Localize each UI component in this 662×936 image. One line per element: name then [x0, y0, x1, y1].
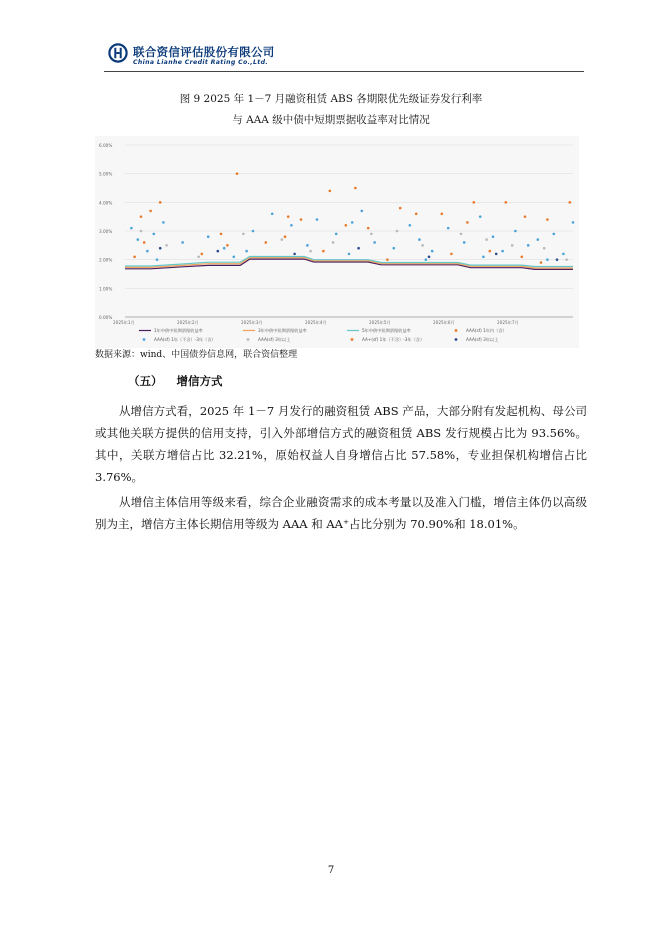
- data-point: [489, 250, 492, 253]
- data-point: [335, 233, 338, 236]
- legend-label: AAA(sf) 3年以上: [466, 337, 499, 342]
- data-point: [511, 244, 514, 247]
- data-point: [421, 244, 424, 247]
- data-point: [242, 233, 245, 236]
- legend-label: AAA(sf) 3年以上: [258, 337, 291, 342]
- data-point: [133, 256, 136, 259]
- legend-swatch-dot: [351, 338, 354, 341]
- data-point: [373, 241, 376, 244]
- data-point: [300, 218, 303, 221]
- data-point: [572, 221, 575, 224]
- data-point: [562, 253, 565, 256]
- data-point: [492, 235, 495, 238]
- data-point: [245, 250, 248, 253]
- data-point: [396, 230, 399, 233]
- data-point: [540, 261, 543, 264]
- data-point: [361, 210, 364, 213]
- data-point: [565, 258, 568, 261]
- y-tick-label: 4.00%: [99, 200, 113, 206]
- data-point: [156, 258, 159, 261]
- data-point: [393, 247, 396, 250]
- paragraph-guarantor-rating: 从增信主体信用等级来看，综合企业融资需求的成本考量以及准入门槛，增信主体仍以高级别为主，增信方主体长期信用等级为 AAA 和 AA⁺占比分别为 70.90%和 18.01%。: [95, 495, 587, 531]
- data-point: [415, 213, 418, 216]
- section-number: （五）: [128, 374, 163, 388]
- data-point: [181, 241, 184, 244]
- data-point: [146, 250, 149, 253]
- data-point: [226, 244, 229, 247]
- data-point: [322, 250, 325, 253]
- data-point: [162, 221, 165, 224]
- figure-caption-line2: 与 AAA 级中债中短期票据收益率对比情况: [232, 114, 430, 126]
- data-point: [482, 256, 485, 259]
- company-name-en: China Lianhe Credit Rating Co.,Ltd.: [133, 59, 269, 66]
- data-point: [316, 218, 319, 221]
- data-point: [354, 187, 357, 190]
- data-point: [348, 253, 351, 256]
- data-point: [140, 215, 143, 218]
- legend-swatch-dot: [247, 338, 250, 341]
- y-tick-label: 2.00%: [99, 257, 113, 263]
- data-point: [265, 241, 268, 244]
- y-tick-label: 0.00%: [99, 315, 113, 320]
- data-point: [546, 218, 549, 221]
- legend-swatch-dot: [143, 338, 146, 341]
- data-point: [479, 215, 482, 218]
- legend-label: 3年中债中短期票据收益率: [258, 328, 307, 333]
- data-point: [473, 201, 476, 204]
- legend-label: AAA(sf) 1年内（含）: [466, 328, 507, 333]
- chart-background: [95, 136, 579, 348]
- data-point: [287, 215, 290, 218]
- data-point: [351, 221, 354, 224]
- data-point: [367, 227, 370, 230]
- legend-label: AA+(sf) 1年（不含）-3年（含）: [362, 337, 425, 342]
- data-point: [463, 241, 466, 244]
- data-point: [329, 190, 332, 193]
- data-point: [281, 238, 284, 241]
- data-point: [149, 210, 152, 213]
- data-point: [345, 224, 348, 227]
- data-point: [290, 224, 293, 227]
- legend-label: 1年中债中短期票据收益率: [154, 328, 203, 333]
- data-point: [130, 227, 133, 230]
- x-tick-label: 2025年1月: [113, 320, 135, 325]
- data-point: [220, 233, 223, 236]
- data-point: [143, 241, 146, 244]
- x-tick-label: 2025年5月: [369, 320, 391, 325]
- data-point: [543, 247, 546, 250]
- data-point: [165, 244, 168, 247]
- rate-comparison-chart: [95, 136, 579, 348]
- data-point: [514, 230, 517, 233]
- x-tick-label: 2025年2月: [177, 320, 199, 325]
- x-tick-label: 2025年4月: [305, 320, 327, 325]
- data-point: [159, 247, 162, 250]
- data-point: [428, 256, 431, 259]
- data-point: [553, 233, 556, 236]
- data-point: [441, 213, 444, 216]
- x-tick-label: 2025年6月: [433, 320, 455, 325]
- data-point: [450, 253, 453, 256]
- paragraph-credit-enhancement: 从增信方式看，2025 年 1－7 月发行的融资租赁 ABS 产品，大部分附有发起机构、母公司或其他关联方提供的信用支持，引入外部增信方式的融资租赁 ABS 发行规模占比为 93.56%。其中，关联方增信占比 32.21%，原始权益人自身增信占比 57.58%，专业担保机构增信占比 3.76%。: [95, 404, 587, 484]
- data-point: [495, 253, 498, 256]
- page-header: [104, 41, 584, 71]
- y-tick-label: 6.00%: [99, 143, 113, 148]
- data-point: [137, 238, 140, 241]
- data-point: [425, 258, 428, 261]
- data-point: [207, 235, 210, 238]
- x-tick-label: 2025年7月: [497, 320, 519, 325]
- data-point: [521, 256, 524, 259]
- data-point: [409, 224, 412, 227]
- data-point: [501, 250, 504, 253]
- data-point: [159, 201, 162, 204]
- section-title: 增信方式: [176, 374, 223, 388]
- data-point: [236, 172, 239, 175]
- header-divider: [104, 71, 584, 72]
- legend-label: 5年中债中短期票据收益率: [362, 328, 411, 333]
- data-point: [271, 213, 274, 216]
- data-point: [460, 233, 463, 236]
- y-tick-label: 3.00%: [99, 229, 113, 234]
- data-point: [527, 244, 530, 247]
- data-point: [485, 238, 488, 241]
- legend-label: AAA(sf) 1年（不含）-3年（含）: [154, 337, 216, 342]
- data-point: [293, 253, 296, 256]
- x-tick-label: 2025年3月: [241, 320, 263, 325]
- legend-swatch-dot: [455, 338, 458, 341]
- data-point: [524, 215, 527, 218]
- data-point: [201, 253, 204, 256]
- data-point: [153, 233, 156, 236]
- data-point: [309, 250, 312, 253]
- figure-caption-line1: 图 9 2025 年 1－7 月融资租赁 ABS 各期限优先级证券发行利率: [179, 93, 483, 105]
- data-point: [537, 238, 540, 241]
- page-number: 7: [327, 865, 335, 876]
- data-point: [217, 250, 220, 253]
- company-name-cn: 联合资信评估股份有限公司: [133, 45, 275, 59]
- data-point: [332, 241, 335, 244]
- data-point: [505, 201, 508, 204]
- data-point: [370, 233, 373, 236]
- data-point: [197, 256, 200, 259]
- data-point: [466, 221, 469, 224]
- data-point: [546, 258, 549, 261]
- data-point: [233, 256, 236, 259]
- data-point: [306, 244, 309, 247]
- section-heading: [128, 373, 223, 389]
- data-point: [569, 201, 572, 204]
- data-point: [418, 238, 421, 241]
- y-tick-label: 1.00%: [99, 286, 113, 292]
- data-point: [140, 230, 143, 233]
- data-point: [556, 258, 559, 261]
- figure-source: 数据来源：wind、中国债券信息网，联合资信整理: [95, 350, 298, 360]
- data-point: [357, 247, 360, 250]
- data-point: [431, 250, 434, 253]
- data-point: [447, 227, 450, 230]
- data-point: [223, 247, 226, 250]
- data-point: [252, 230, 255, 233]
- company-logo-icon: [108, 43, 128, 63]
- data-point: [284, 235, 287, 238]
- y-tick-label: 5.00%: [99, 171, 113, 177]
- legend-swatch-dot: [455, 329, 458, 332]
- data-point: [386, 258, 389, 261]
- data-point: [399, 207, 402, 210]
